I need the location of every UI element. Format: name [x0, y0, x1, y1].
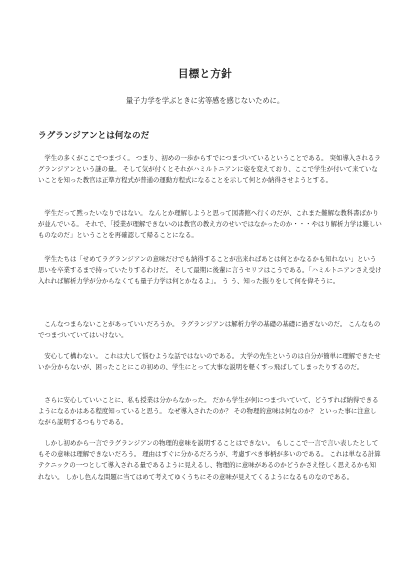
- page-subtitle: 量子力学を学ぶときに劣等感を感じないために。: [125, 96, 285, 105]
- paragraph: こんなつまらないことがあっていいだろうか。 ラグランジアンは解析力学の基礎の基礎に過ぎないのだ。 こんなものでつまづいていてはいけない。: [38, 320, 381, 340]
- paragraph: さらに安心していいことに、私も授業は分からなかった。 だから学生が何につまづいていて、どうすれば納得できるようになるかはある程度知っていると思う。 なぜ導入されたのか？ その物理的意味は何なのか？ といった事に注意しながら説明するつもりである。: [38, 396, 379, 427]
- paragraph: 学生だって黙ったいなりではない。 なんとか理解しようと思って図書館へ行くのだが、これまた難解な教科書ばかりが並んでいる。 それで、「授業が理解できないのは教官の教え方のせいではなかったのか・・・やはり解析力学は難しいものなのだ」ということを再確認して帰ることになる。: [38, 209, 382, 240]
- paragraph: 安心して構わない。 これは大して悩むような話ではないのである。 大学の先生というのは自分が簡単に理解できたせいか分からないが、困ったことにこの初めの、学生にとって大事な説明を軽くすっ飛ばしてしまったりするのだ。: [38, 352, 381, 372]
- section-heading: ラグランジアンとは何なのだ: [38, 131, 150, 141]
- page-title: 目標と方針: [178, 68, 232, 80]
- paragraph: しかし初めから一言でラグランジアンの物理的意味を説明することはできない。 もしここで一言で言い表したとしてもその意味は理解できないだろう。 理由はすぐに分かるだろうが、考慮すべき事柄が多いのである。 これは単なる計算テクニックの一つとして導入される量であるように見えるし、物理的に意味があるのかどうかさえ怪しく思えるかも知れない。 しかし色んな問題に当てはめて考えてゆくうちにその意味が見えてくるようになるものなのである。: [38, 439, 381, 481]
- paragraph: 学生の多くがここでつまづく。 つまり、初めの一歩からすでにつまづいているということである。 突如導入されるラグランジアンという謎の量。 そして気が付くとそれがハミルトニアンに姿を変えており、ここで学生が付いて来ていないことを知った教官は正準方程式が普通の運動方程式になることを示して何とか納得させようとする。: [38, 154, 381, 185]
- paragraph: 学生たちは「せめてラグランジアンの意味だけでも納得することが出来ればあとは何とかなるかも知れない」という思いを卒業するまで持っていたりするわけだ。 そして最期に後輩に言うセリフはこうである。「ハミルトニアンさえ受け入れれば解析力学が分からなくても量子力学は何とかなるよ」。 う う、知った振りをして何を偉そうに。: [38, 255, 382, 286]
